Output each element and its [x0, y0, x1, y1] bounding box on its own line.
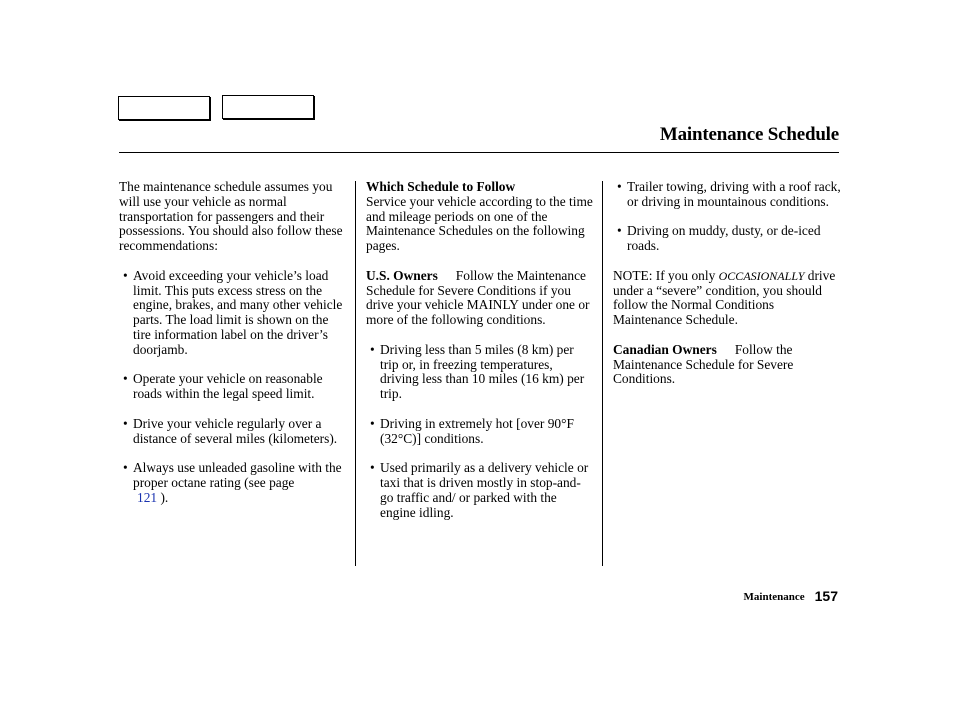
column-2 — [366, 180, 594, 535]
canadian-owners-label: Canadian Owners — [613, 341, 717, 357]
bullet-text: Driving on muddy, dusty, or de-iced roads. — [627, 223, 821, 254]
bullet-icon: • — [370, 460, 375, 476]
column-divider-1 — [355, 181, 356, 566]
column-3 — [613, 180, 841, 402]
canadian-owners-section — [613, 343, 841, 387]
bullet-text: Always use unleaded gasoline with the proper octane rating (see page — [133, 460, 342, 490]
bullet-text: Driving less than 5 miles (8 km) per trip or, in freezing temperatures, driving less than 10 miles (16 km) per trip. — [380, 341, 585, 402]
note-prefix: NOTE: If you only — [613, 267, 716, 283]
us-owners-section — [366, 269, 594, 328]
section-intro: Service your vehicle according to the time and mileage periods on one of the Maintenance Schedules on the following pages. — [366, 193, 593, 254]
bullet-icon: • — [123, 460, 128, 476]
bullet-icon: • — [370, 415, 375, 431]
title-rule — [119, 152, 839, 153]
bullet-icon: • — [617, 223, 622, 239]
bullet-text: Used primarily as a delivery vehicle or taxi that is driven mostly in stop-and-go traffic and/ or parked with the engine idling. — [380, 460, 589, 520]
us-owners-label: U.S. Owners — [366, 267, 438, 283]
bullet-text: Operate your vehicle on reasonable roads within the legal speed limit. — [133, 371, 323, 402]
bullet-icon: • — [370, 341, 375, 357]
bullet-text: Trailer towing, driving with a roof rack, or driving in mountainous conditions. — [627, 179, 841, 209]
bullet-text: Avoid exceeding your vehicle’s load limit. This puts excess stress on the engine, brakes, and many other vehicle parts. The load limit is shown on the tire information label on the driver’s doorjamb. — [133, 267, 343, 357]
page-number: 157 — [814, 588, 838, 604]
page-121-link[interactable]: 121 — [137, 489, 158, 505]
page-footer — [744, 588, 838, 606]
note-emphasis: OCCASIONALLY — [718, 268, 805, 283]
column-divider-2 — [602, 181, 603, 566]
footer-section-label: Maintenance — [743, 591, 805, 603]
recommendation-bullet — [119, 461, 347, 505]
bullet-icon: • — [123, 415, 128, 431]
condition-bullet — [366, 343, 594, 402]
which-schedule-section — [366, 180, 594, 254]
page-title: Maintenance Schedule — [659, 124, 839, 145]
section-heading: Which Schedule to Follow — [366, 179, 516, 194]
recommendation-bullet — [119, 417, 347, 447]
recommendation-bullet — [119, 269, 347, 358]
bullet-text: Driving in extremely hot [over 90°F (32°C)] conditions. — [380, 415, 574, 446]
note-paragraph — [613, 269, 841, 328]
column-1 — [119, 180, 347, 520]
canadian-owners-text: Follow the Maintenance Schedule for Severe Conditions. — [613, 341, 794, 387]
nav-button-2[interactable] — [222, 95, 314, 119]
condition-bullet — [366, 461, 594, 520]
bullet-text: Drive your vehicle regularly over a distance of several miles (kilometers). — [133, 415, 338, 446]
bullet-icon: • — [123, 267, 128, 283]
bullet-icon: • — [123, 371, 128, 387]
bullet-text-end: ). — [160, 489, 169, 505]
nav-button-1[interactable] — [118, 96, 210, 120]
condition-bullet — [613, 180, 841, 210]
bullet-icon: • — [617, 179, 622, 194]
condition-bullet — [366, 417, 594, 447]
condition-bullet — [613, 224, 841, 254]
us-owners-text: Follow the Maintenance Schedule for Severe Conditions if you drive your vehicle MAINLY under one or more of the following conditions. — [366, 267, 590, 328]
note-text: drive under a “severe” condition, you should follow the Normal Conditions Maintenance Schedule. — [613, 267, 836, 328]
recommendation-bullet — [119, 372, 347, 402]
intro-paragraph: The maintenance schedule assumes you will use your vehicle as normal transportation for passengers and their possessions. You should also follow these recommendations: — [119, 179, 343, 254]
